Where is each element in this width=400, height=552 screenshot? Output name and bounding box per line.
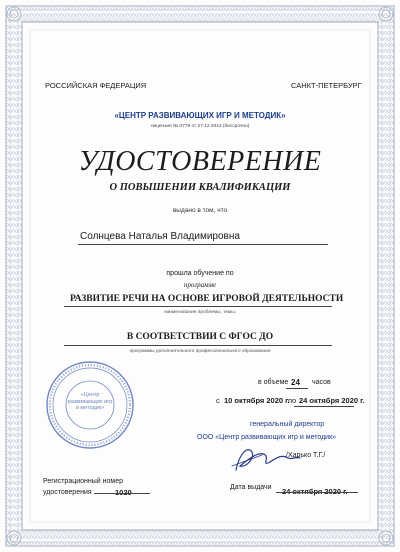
program-title: РАЗВИТИЕ РЕЧИ НА ОСНОВЕ ИГРОВОЙ ДЕЯТЕЛЬНОСТИ <box>70 294 344 304</box>
period-to: 24 октября 2020 г. <box>299 396 365 405</box>
program-standard-underline <box>64 345 332 346</box>
period-from-prefix: с <box>216 396 220 405</box>
period-from: 10 октября 2020 г. <box>224 396 290 405</box>
registration-label-line2: удостоверения <box>43 489 92 496</box>
issue-date-underline <box>276 492 358 493</box>
program-standard: В СООТВЕТСТВИИ С ФГОС ДО <box>126 332 274 342</box>
program-standard-caption: программы дополнительного профессионального образования <box>129 349 271 354</box>
registration-number-underline <box>94 493 150 494</box>
volume-prefix: в объеме <box>258 379 289 386</box>
program-title-underline <box>64 306 332 307</box>
period-to-prefix: по <box>288 396 297 405</box>
director-name: /Харько Т.Г./ <box>286 452 326 459</box>
organization-name: «ЦЕНТР РАЗВИВАЮЩИХ ИГР И МЕТОДИК» <box>114 111 286 120</box>
license-info: лицензия № 0779 от 27.12.2013 (бессрочно) <box>150 124 250 129</box>
program-title-caption: наименование проблемы, темы, <box>163 310 236 315</box>
period-to-underline <box>294 406 354 407</box>
issued-phrase: выдано в том, что <box>172 207 228 214</box>
director-organization: ООО «Центр развивающих игр и методик» <box>197 434 337 441</box>
volume-hours: 24 <box>291 378 300 387</box>
issue-date-label: Дата выдачи <box>230 484 272 491</box>
volume-suffix: часов <box>312 379 331 386</box>
certificate-title: УДОСТОВЕРЕНИЕ <box>78 146 322 177</box>
registration-number: 1020 <box>115 488 132 497</box>
volume-underline <box>286 388 308 389</box>
header-country: РОССИЙСКАЯ ФЕДЕРАЦИЯ <box>45 81 147 90</box>
registration-label-line1: Регистрационный номер <box>43 478 123 485</box>
header-city: САНКТ-ПЕТЕРБУРГ <box>291 81 362 90</box>
recipient-name: Солнцева Наталья Владимировна <box>80 231 240 242</box>
certificate-subtitle: О ПОВЫШЕНИИ КВАЛИФИКАЦИИ <box>109 182 291 193</box>
issue-date: 24 октября 2020 г. <box>282 487 348 496</box>
passed-training-label: прошла обучение по <box>166 270 234 277</box>
director-title: генеральный директор <box>250 421 325 428</box>
recipient-underline <box>78 244 328 245</box>
program-word: программе <box>183 281 217 289</box>
seal-center-text: «Центр развивающих игр и методик» <box>67 392 113 411</box>
